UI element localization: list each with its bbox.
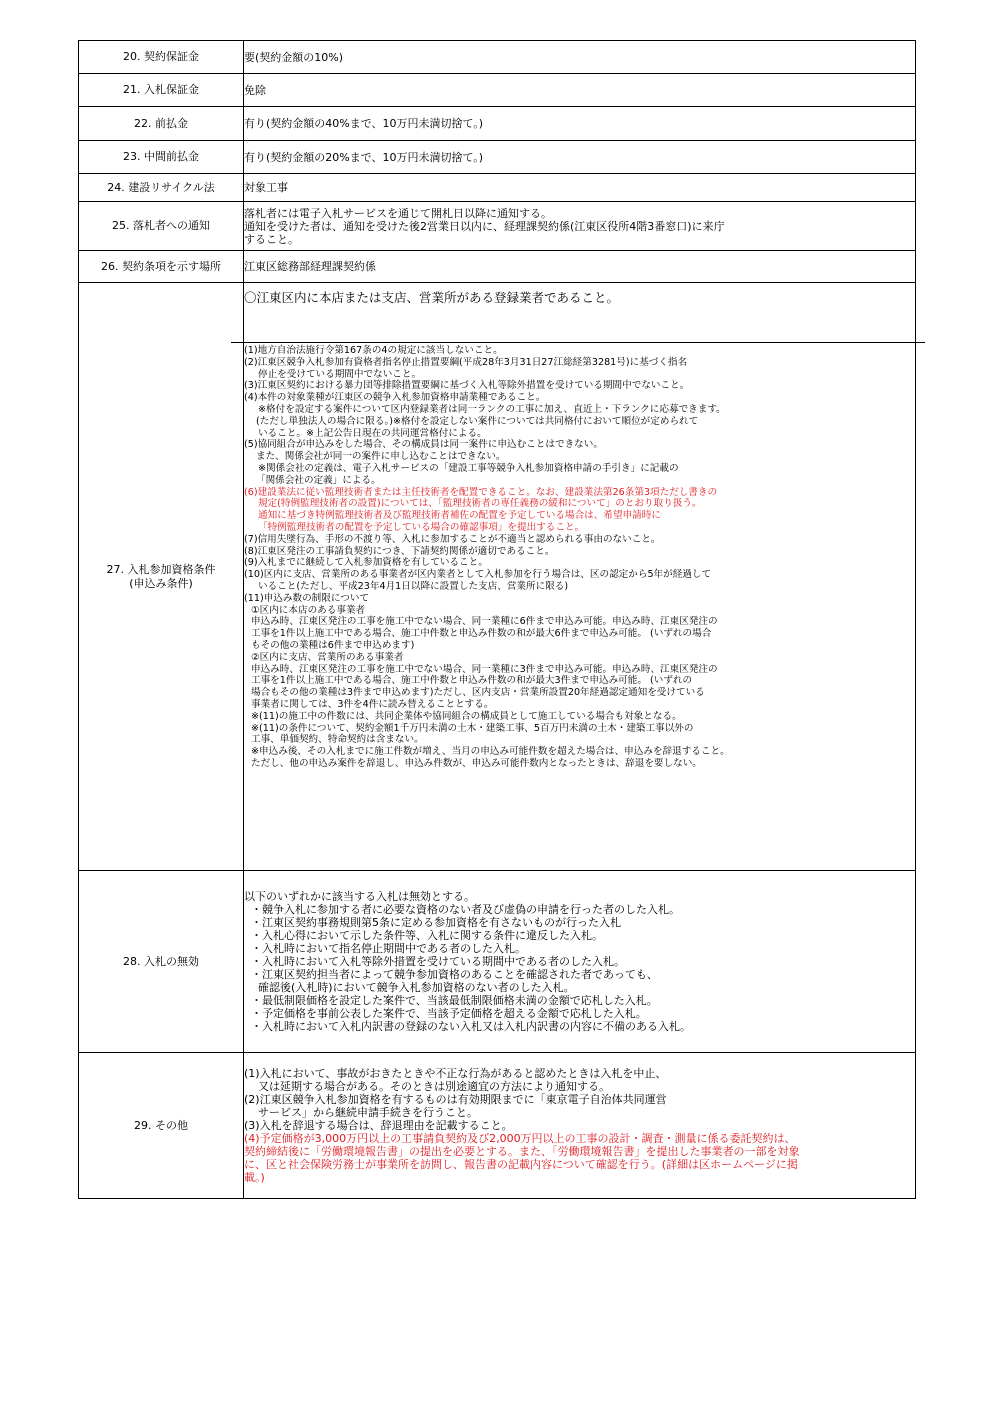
highlighted-text-line: (4)予定価格が3,000万円以上の工事請負契約及び2,000万円以上の工事の設計・調査・測量に係る委託契約は、 bbox=[244, 1132, 796, 1145]
row-label: 25. 落札者への通知 bbox=[79, 202, 244, 251]
table-row bbox=[79, 141, 916, 174]
text-line: 通知を受けた者は、通知を受けた後2営業日以内に、経理課契約係(江東区役所4階3番窓口)に来庁 bbox=[244, 219, 725, 233]
highlighted-text-line: 規定(特例監理技術者の設置)については、「監理技術者の専任義務の緩和について」のとおり取り扱う。 bbox=[258, 498, 702, 510]
text-line: 場合もその他の業種は3件まで申込めます)ただし、区内支店・営業所設置20年経過認定通知を受けている bbox=[251, 687, 705, 699]
text-line: ・予定価格を事前公表した案件で、当該予定価格を超える金額で応札した入札。 bbox=[251, 1007, 647, 1020]
row-value bbox=[244, 283, 916, 871]
table-row bbox=[79, 174, 916, 202]
text-line: ・入札心得において示した条件等、入札に関する条件に違反した入札。 bbox=[251, 929, 603, 942]
text-line: ・入札時において入札内訳書の登録のない入札又は入札内訳書の内容に不備のある入札。 bbox=[251, 1020, 691, 1033]
text-line: (7)信用失墜行為、手形の不渡り等、入札に参加することが不適当と認められる事由のないこと。 bbox=[244, 533, 661, 545]
row-value: 要(契約金額の10%) bbox=[244, 41, 916, 74]
text-line: ・江東区契約担当者によって競争参加資格のあることを確認された者であっても、 bbox=[251, 968, 658, 981]
requirement-list bbox=[244, 343, 915, 770]
table-row bbox=[79, 251, 916, 283]
highlighted-text-line: 通知に基づき特例監理技術者及び監理技術者補佐の配置を予定している場合は、希望申請時に bbox=[258, 510, 661, 522]
row-value bbox=[244, 871, 916, 1053]
row-value: 有り(契約金額の40%まで、10万円未満切捨て。) bbox=[244, 107, 916, 141]
text-line: ただし、他の申込み案件を辞退し、申込み件数が、申込み可能件数内となったときは、辞退を要しない。 bbox=[251, 757, 702, 769]
text-line: (1)入札において、事故がおきたときや不正な行為があると認めたときは入札を中止、 bbox=[244, 1067, 667, 1080]
text-line: ・入札時において指名停止期間中である者のした入札。 bbox=[251, 942, 526, 955]
text-line: (5)協同組合が申込みをした場合、その構成員は同一案件に申込むことはできない。 bbox=[244, 439, 603, 451]
highlighted-text-line: に、区と社会保険労務士が事業所を訪問し、報告書の記載内容について確認を行う。(詳細は区ホームページに掲 bbox=[244, 1158, 798, 1171]
text-line: いること。※上記公告日現在の共同運営格付による。 bbox=[258, 427, 487, 439]
table-row bbox=[79, 202, 916, 251]
text-line: 工事、単価契約、特命契約は含まない。 bbox=[251, 734, 424, 746]
highlighted-text-line: 載。) bbox=[244, 1171, 265, 1184]
row-value bbox=[244, 202, 916, 251]
text-line: (3)入札を辞退する場合は、辞退理由を記載すること。 bbox=[244, 1119, 513, 1132]
table-row bbox=[79, 871, 916, 1053]
row-value: 免除 bbox=[244, 74, 916, 107]
text-line: (11)申込み数の制限について bbox=[244, 592, 370, 604]
text-line: ②区内に支店、営業所のある事業者 bbox=[251, 651, 404, 663]
row-value: 江東区総務部経理課契約係 bbox=[244, 251, 916, 283]
text-line: 「関係会社の定義」による。 bbox=[256, 474, 381, 486]
text-line: いること(ただし、平成23年4月1日以降に設置した支店、営業所に限る) bbox=[258, 580, 569, 592]
text-line: もその他の業種は6件まで申込めます) bbox=[251, 639, 415, 651]
text-line: (1)地方自治法施行令第167条の4の規定に該当しないこと。 bbox=[244, 345, 503, 356]
text-line: 確認後(入札時)において競争入札参加資格のない者のした入札。 bbox=[258, 981, 575, 994]
text-line: 落札者には電子入札サービスを通じて開札日以降に通知する。 bbox=[244, 206, 552, 220]
row-label bbox=[79, 283, 244, 871]
table-row bbox=[79, 74, 916, 107]
row-value: 有り(契約金額の20%まで、10万円未満切捨て。) bbox=[244, 141, 916, 174]
row-label: 28. 入札の無効 bbox=[79, 871, 244, 1053]
text-line: 事業者に関しては、3件を4件に読み替えることとする。 bbox=[251, 698, 494, 710]
row-label-line: 27. 入札参加資格条件 bbox=[106, 562, 216, 576]
row-label: 29. その他 bbox=[79, 1053, 244, 1199]
text-line: 以下のいずれかに該当する入札は無効とする。 bbox=[244, 890, 475, 903]
highlighted-text-line: (6)建設業法に従い監理技術者または主任技術者を配置できること。なお、建設業法第26条第3項ただし書きの bbox=[244, 486, 718, 498]
requirement-summary: 〇江東区内に本店または支店、営業所がある登録業者であること。 bbox=[231, 283, 925, 343]
text-line: (2)江東区競争入札参加有資格者指名停止措置要綱(平成28年3月31日27江総経第3281号)に基づく指名 bbox=[244, 356, 688, 368]
row-label: 26. 契約条項を示す場所 bbox=[79, 251, 244, 283]
text-line: ・江東区契約事務規則第5条に定める参加資格を有さないものが行った入札 bbox=[251, 916, 621, 929]
text-line: ※関係会社の定義は、電子入札サービスの「建設工事等競争入札参加資格申請の手引き」に記載の bbox=[258, 462, 679, 474]
row-label: 24. 建設リサイクル法 bbox=[79, 174, 244, 202]
text-line: ※格付を設定する案件について区内登録業者は同一ランクの工事に加え、直近上・下ランクに応募できます。 bbox=[258, 403, 726, 415]
text-line: (2)江東区競争入札参加資格を有するものは有効期限までに「東京電子自治体共同運営 bbox=[244, 1093, 667, 1106]
table-row bbox=[79, 283, 916, 871]
text-line: 又は延期する場合がある。そのときは別途適宜の方法により通知する。 bbox=[258, 1080, 610, 1093]
conditions-table bbox=[78, 40, 916, 1199]
table-row bbox=[79, 107, 916, 141]
text-line: 申込み時、江東区発注の工事を施工中でない場合、同一業種に3件まで申込み可能。申込み時、江東区発注の bbox=[251, 663, 718, 675]
text-line: (4)本件の対象業種が江東区の競争入札参加資格申請業種であること。 bbox=[244, 392, 546, 404]
text-line: サービス」から継続申請手続きを行うこと。 bbox=[258, 1106, 478, 1119]
text-line: ・最低制限価格を設定した案件で、当該最低制限価格未満の金額で応札した入札。 bbox=[251, 994, 658, 1007]
text-line: (ただし単独法人の場合に限る。)※格付を設定しない案件については共同格付において順位が定められて bbox=[256, 415, 699, 427]
highlighted-text-line: 契約締結後に「労働環境報告書」の提出を必要とする。また、「労働環境報告書」を提出した事業者の一部を対象 bbox=[244, 1145, 800, 1158]
text-line: ※(11)の施工中の件数には、共同企業体や協同組合の構成員として施工している場合も対象となる。 bbox=[251, 710, 682, 722]
text-line: ①区内に本店のある事業者 bbox=[251, 604, 366, 616]
text-line: (3)江東区契約における暴力団等排除措置要綱に基づく入札等除外措置を受けている期間中でないこと。 bbox=[244, 380, 690, 392]
text-line: ※申込み後、その入札までに施工件数が増え、当月の申込み可能件数を超えた場合は、申込みを辞退すること。 bbox=[251, 746, 730, 758]
text-line: また、関係会社が同一の案件に申し込むことはできない。 bbox=[256, 451, 506, 463]
row-value bbox=[244, 1053, 916, 1199]
row-label: 21. 入札保証金 bbox=[79, 74, 244, 107]
row-label: 20. 契約保証金 bbox=[79, 41, 244, 74]
text-line: 停止を受けている期間中でないこと。 bbox=[258, 368, 422, 380]
text-line: (9)入札までに継続して入札参加資格を有していること。 bbox=[244, 557, 488, 569]
text-line: ※(11)の条件について、契約金額1千万円未満の土木・建築工事、5百万円未満の土木・建築工事以外の bbox=[251, 722, 694, 734]
text-line: ・競争入札に参加する者に必要な資格のない者及び虚偽の申請を行った者のした入札。 bbox=[251, 903, 680, 916]
highlighted-text-line: 「特例監理技術者の配置を予定している場合の確認事項」を提出すること。 bbox=[258, 521, 585, 533]
text-line: 申込み時、江東区発注の工事を施工中でない場合、同一業種に6件まで申込み可能。申込み時、江東区発注の bbox=[251, 616, 718, 628]
row-label-subline: (申込み条件) bbox=[129, 576, 193, 590]
text-line: (8)江東区発注の工事請負契約につき、下請契約関係が適切であること。 bbox=[244, 545, 555, 557]
row-label: 23. 中間前払金 bbox=[79, 141, 244, 174]
text-line: 工事を1件以上施工中である場合、施工中件数と申込み件数の和が最大3件まで申込み可能。 (いずれの bbox=[251, 675, 693, 687]
text-line: 工事を1件以上施工中である場合、施工中件数と申込み件数の和が最大6件まで申込み可能。 (いずれの場合 bbox=[251, 628, 712, 640]
row-label: 22. 前払金 bbox=[79, 107, 244, 141]
table-row bbox=[79, 41, 916, 74]
text-line: すること。 bbox=[244, 232, 299, 246]
table-row bbox=[79, 1053, 916, 1199]
text-line: ・入札時において入札等除外措置を受けている期間中である者のした入札。 bbox=[251, 955, 625, 968]
row-value: 対象工事 bbox=[244, 174, 916, 202]
text-line: (10)区内に支店、営業所のある事業者が区内業者として入札参加を行う場合は、区の認定から5年が経過して bbox=[244, 569, 712, 581]
